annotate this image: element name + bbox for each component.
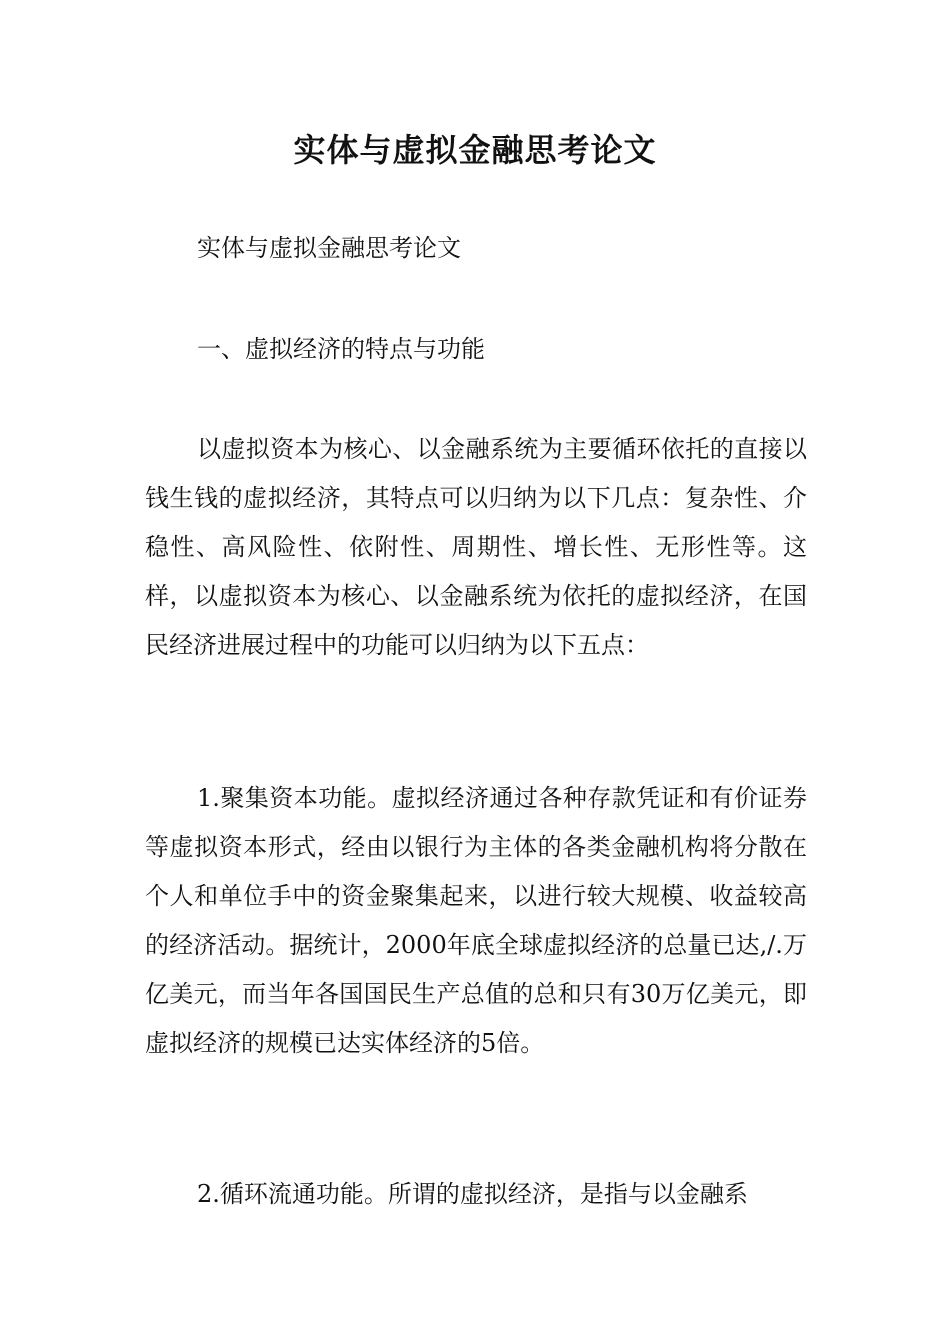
- paragraph-intro: 以虚拟资本为核心、以金融系统为主要循环依托的直接以钱生钱的虚拟经济，其特点可以归纳为以下几点：复杂性、介稳性、高风险性、依附性、周期性、增长性、无形性等。这样，以虚拟资本为核心、以金融系统为依托的虚拟经济，在国民经济进展过程中的功能可以归纳为以下五点：: [145, 435, 807, 659]
- section-heading: 一、虚拟经济的特点与功能: [197, 335, 485, 363]
- paragraph-item-2: 2.循环流通功能。所谓的虚拟经济，是指与以金融系: [197, 1180, 748, 1208]
- document-subtitle: 实体与虚拟金融思考论文: [197, 234, 461, 262]
- document-title: 实体与虚拟金融思考论文: [293, 131, 657, 169]
- paragraph-item-1: 1.聚集资本功能。虚拟经济通过各种存款凭证和有价证券等虚拟资本形式，经由以银行为主体的各类金融机构将分散在个人和单位手中的资金聚集起来，以进行较大规模、收益较高的经济活动。据统计，2000年底全球虚拟经济的总量已达,/.万亿美元，而当年各国国民生产总值的总和只有30万亿美元，即虚拟经济的规模已达实体经济的5倍。: [145, 784, 807, 1057]
